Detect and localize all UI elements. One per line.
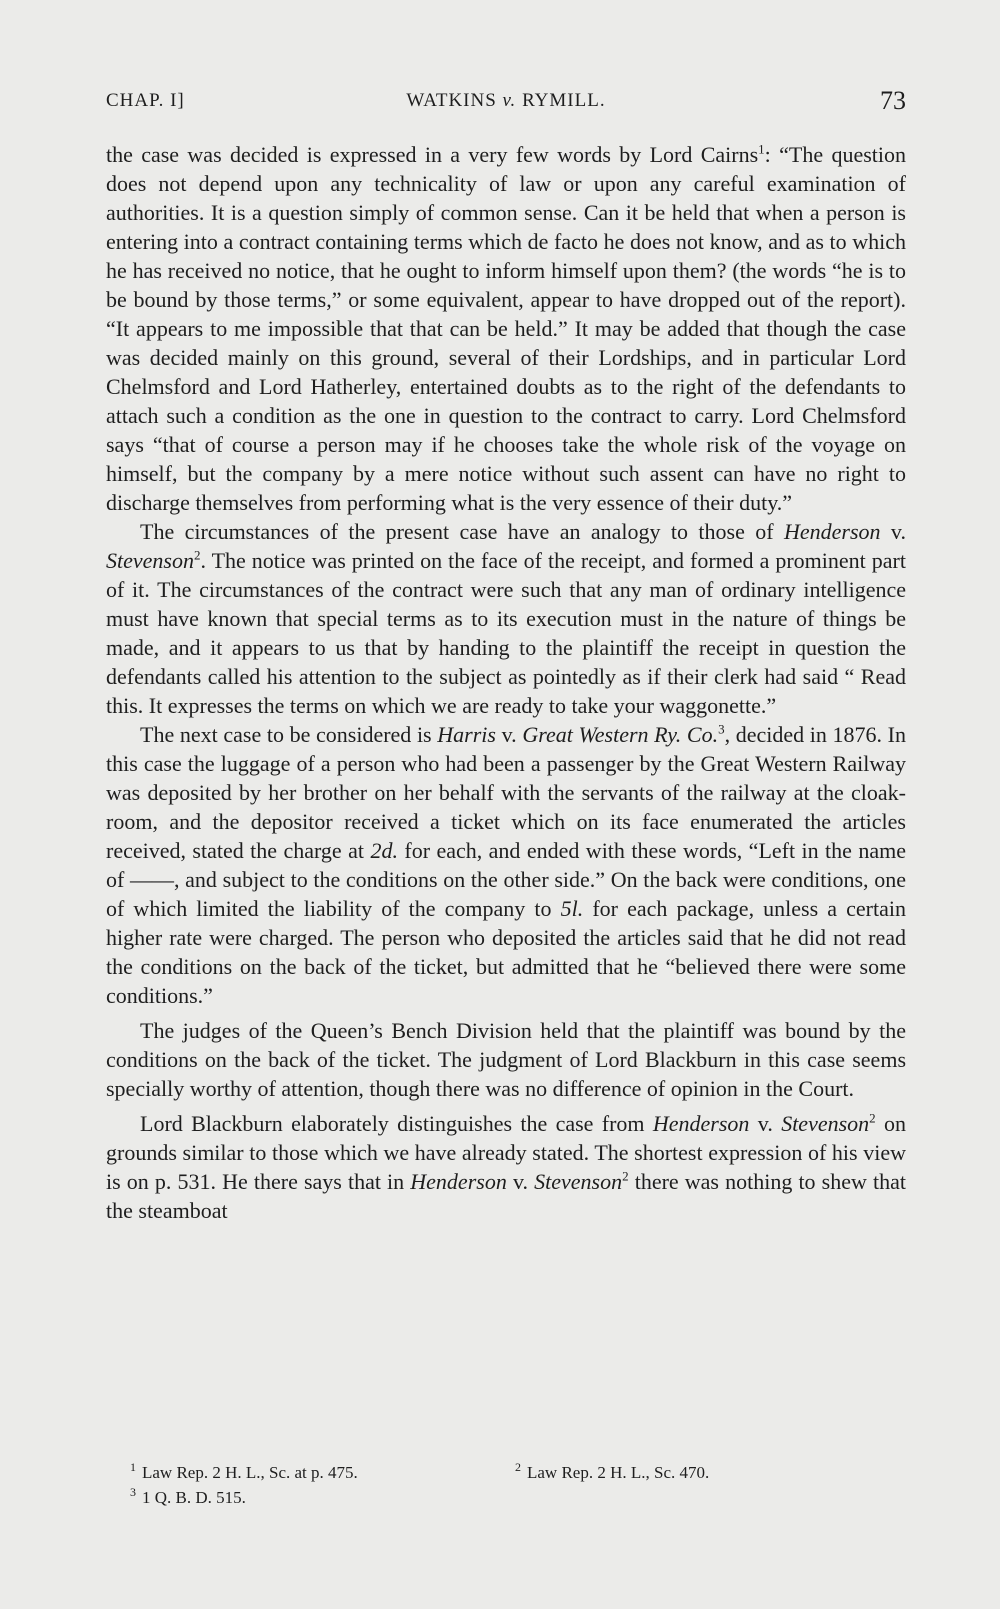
footnote-2 xyxy=(515,1460,900,1485)
paragraph-3-text-c: for each, and ended with these words, “Left in the name of ——, and subject to the conditions on the other side.” On the back were conditions, one of which limited the liability of the company to xyxy=(106,838,906,921)
body-text xyxy=(106,140,906,1225)
paragraph-5-text-c: there was nothing to shew that the steamboat xyxy=(106,1169,906,1223)
footnote-3 xyxy=(130,1485,515,1510)
footnote-ref-3: 3 xyxy=(718,721,725,737)
footnote-1 xyxy=(130,1460,515,1485)
footnote-mark: 2 xyxy=(515,1460,521,1475)
footnote-ref-2: 2 xyxy=(622,1168,629,1184)
footnote-row xyxy=(130,1460,906,1485)
footnote-row xyxy=(130,1485,906,1510)
paragraph-3-text-a: The next case to be considered is xyxy=(140,722,438,747)
paragraph-3 xyxy=(106,720,906,1010)
footnote-text: 1 Q. B. D. 515. xyxy=(142,1488,246,1507)
chapter-label: CHAP. I] xyxy=(106,90,185,111)
versus: v. xyxy=(880,519,906,544)
case-name-stevenson: Stevenson xyxy=(781,1111,870,1136)
paragraph-5-text-a: Lord Blackburn elaborately distinguishes the case from xyxy=(140,1111,653,1136)
footnote-ref-2: 2 xyxy=(869,1110,876,1126)
versus: v. xyxy=(506,1169,535,1194)
running-title-versus: v. xyxy=(502,90,517,111)
versus: v. xyxy=(495,722,523,747)
footnote-ref-2: 2 xyxy=(193,547,201,563)
footnote-mark: 1 xyxy=(130,1460,136,1475)
footnote-ref-1: 1 xyxy=(758,141,765,157)
paragraph-5 xyxy=(106,1109,906,1225)
case-name-harris: Harris xyxy=(437,722,496,747)
paragraph-4: The judges of the Queen’s Bench Division held that the plaintiff was bound by the conditions on the back of the ticket. The judgment of Lord Blackburn in this case seems specially worthy of attention, though there was no difference of opinion in the Court. xyxy=(106,1018,906,1101)
running-title xyxy=(106,90,906,112)
case-name-stevenson: Stevenson xyxy=(106,548,194,573)
paragraph-3-text-d: for each package, unless a certain higher rate were charged. The person who deposited the articles said that he did not read the conditions on the back of the ticket, but admitted that he “believed there were some conditions.” xyxy=(106,896,906,1008)
paragraph-2 xyxy=(106,517,906,720)
page-number: 73 xyxy=(880,86,906,115)
paragraph-3-text-b: , decided in 1876. In this case the luggage of a person who had been a passenger by the Great Western Railway was deposited by her brother on her behalf with the servants of the railway at the cloak-room, and the depositor received a ticket which on its face enumerated the articles received, stated the charge at xyxy=(106,722,906,863)
running-title-part-b: RYMILL. xyxy=(516,90,606,111)
case-name-great-western: Great Western Ry. Co. xyxy=(522,722,719,747)
footnote-mark: 3 xyxy=(130,1485,136,1500)
paragraph-1-text-b: : “The question does not depend upon any technicality of law or upon any careful examination of authorities. It is a question simply of common sense. Can it be held that when a person is entering into a contract containing terms which de facto he does not know, and as to which he has received no notice, that he ought to inform himself upon them? (the words “he is to be bound by those terms,” or some equivalent, appear to have dropped out of the report). “It appears to me impossible that that can be held.” It may be added that though the case was decided mainly on this ground, several of their Lordships, and in particular Lord Chelmsford and Lord Hatherley, entertained doubts as to the right of the defendants to attach such a condition as the one in question to the contract to carry. Lord Chelmsford says “that of course a person may if he chooses take the whole risk of the voyage on himself, but the company by a mere notice without such assent can have no right to discharge themselves from performing what is the very essence of their duty.” xyxy=(106,142,906,515)
paragraph-5-text-b: on grounds similar to those which we have already stated. The shortest expression of his view is on p. 531. He there says that in xyxy=(106,1111,906,1194)
case-name-stevenson: Stevenson xyxy=(534,1169,623,1194)
paragraph-2-text-a: The circumstances of the present case have an analogy to those of xyxy=(140,519,784,544)
running-title-part-a: WATKINS xyxy=(406,90,503,111)
footnote-text: Law Rep. 2 H. L., Sc. 470. xyxy=(527,1463,710,1482)
case-name-henderson: Henderson xyxy=(410,1169,507,1194)
footnotes xyxy=(130,1460,906,1510)
amount-5l: 5l. xyxy=(560,896,584,921)
case-name-henderson: Henderson xyxy=(652,1111,750,1136)
running-head xyxy=(106,86,906,122)
amount-2d: 2d. xyxy=(370,838,398,863)
paragraph-1-text-a: the case was decided is expressed in a very few words by Lord Cairns xyxy=(106,142,759,167)
paragraph-1 xyxy=(106,140,906,517)
case-name-henderson: Henderson xyxy=(783,519,881,544)
footnote-text: Law Rep. 2 H. L., Sc. at p. 475. xyxy=(142,1463,358,1482)
versus: v. xyxy=(749,1111,782,1136)
paragraph-2-text-b: . The notice was printed on the face of the receipt, and formed a prominent part of it. The circumstances of the contract were such that any man of ordinary intelligence must have known that special terms as to its execution must in the nature of things be made, and it appears to us that by handing to the plaintiff the receipt in question the defendants called his attention to the subject as pointedly as if their clerk had said “ Read this. It expresses the terms on which we are ready to take your waggonette.” xyxy=(106,548,906,718)
